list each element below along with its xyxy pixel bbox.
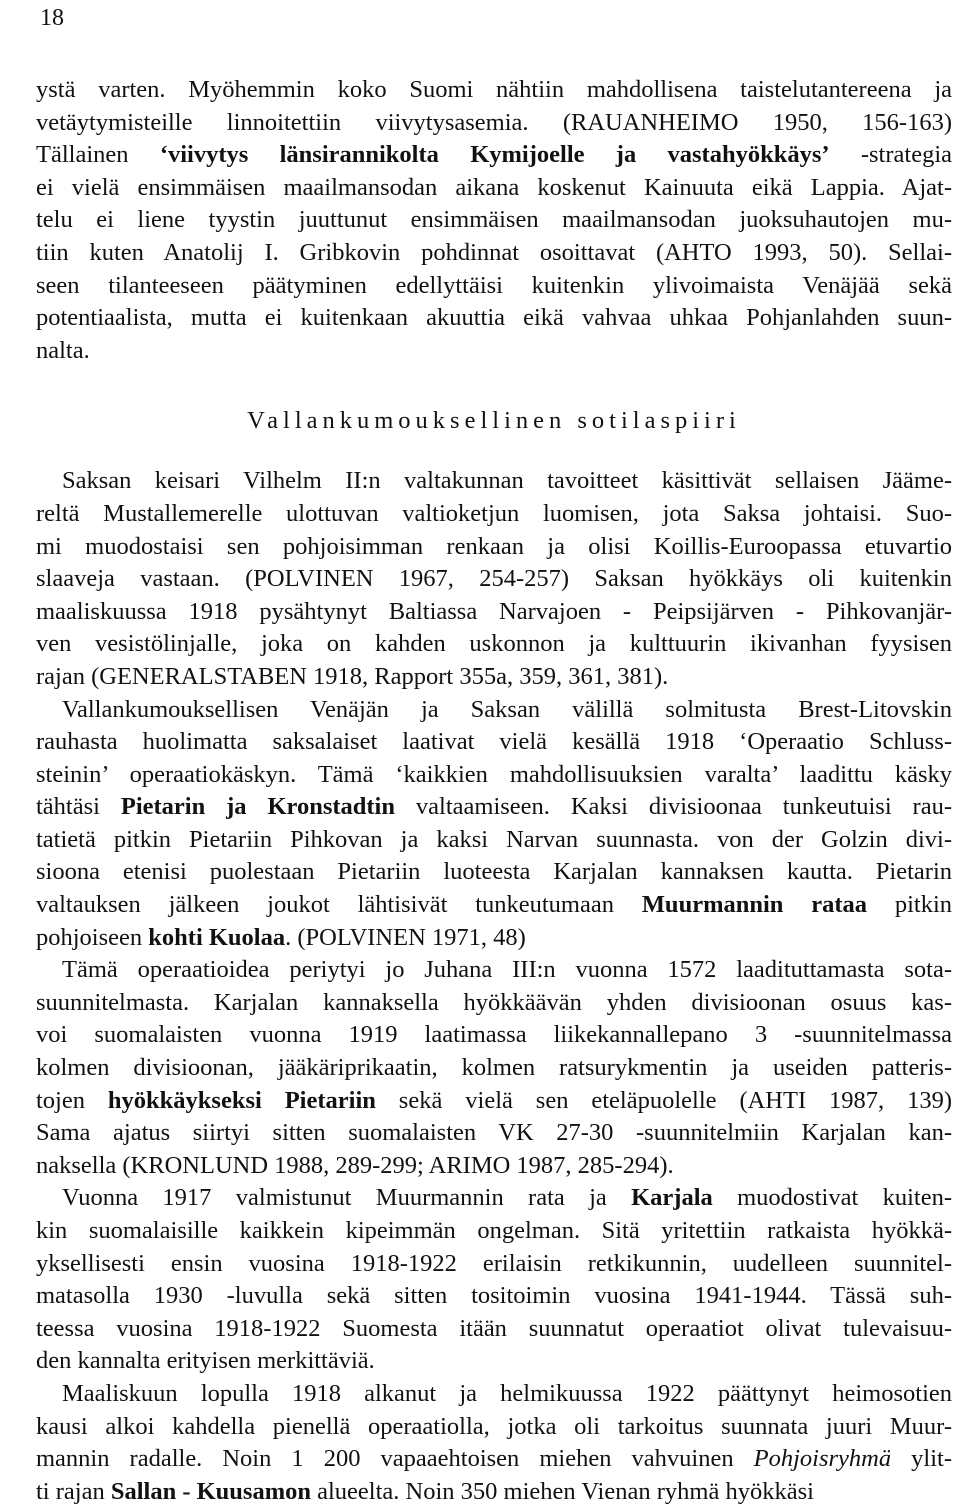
text-line xyxy=(36,856,952,889)
text-line xyxy=(36,791,952,824)
text-run: telu ei liene tyystin juuttunut ensimmäisen maailmansodan juoksuhautojen mu- xyxy=(36,206,952,234)
text-run: reltä Mustallemerelle ulottuvan valtioketjun luomisen, jota Saksa johtaisi. Suo- xyxy=(36,499,952,527)
text-line xyxy=(36,694,952,727)
text-run: kin suomalaisille kaikkein kipeimmän ongelman. Sitä yritettiin ratkaista hyökkä- xyxy=(36,1217,952,1244)
text-run: matasolla 1930 -luvulla sekä sitten tositoimin vuosina 1941-1944. Tässä suh- xyxy=(36,1282,952,1310)
text-line xyxy=(36,237,952,270)
paragraph xyxy=(36,1182,952,1378)
text-line xyxy=(36,172,952,205)
bold-text: Pietarin ja Kronstadtin xyxy=(120,793,395,821)
paragraph xyxy=(36,465,952,693)
text-run: ylit- xyxy=(891,1445,952,1473)
text-run: tatietä pitkin Pietariin Pihkovan ja kaksi Narvan suunnasta. von der Golzin divi- xyxy=(36,825,952,853)
text-run: muodostivat kuiten- xyxy=(712,1184,952,1212)
text-line xyxy=(36,1378,952,1411)
text-line xyxy=(36,922,952,955)
text-run: alueelta. Noin 350 miehen Vienan ryhmä hyökkäsi xyxy=(310,1477,814,1505)
text-run: rajan (GENERALSTABEN 1918, Rapport 355a, 359, 361, 381). xyxy=(36,662,669,690)
text-run: sioona etenisi puolestaan Pietariin luoteesta Karjalan kannaksen kautta. Pietarin xyxy=(36,858,952,886)
bold-text: Sallan - Kuusamon xyxy=(110,1477,311,1505)
italic-text: Pohjoisryhmä xyxy=(753,1445,892,1473)
text-line xyxy=(36,759,952,792)
paragraph xyxy=(36,74,952,367)
text-line xyxy=(36,596,952,629)
text-line xyxy=(36,563,952,596)
text-line xyxy=(36,1411,952,1444)
text-run: seen tilanteeseen päätyminen edellyttäisi kuitenkin ylivoimaista Venäjää sekä xyxy=(36,271,952,299)
text-line xyxy=(36,1085,952,1118)
text-line xyxy=(36,302,952,335)
text-run: Vuonna 1917 valmistunut Muurmannin rata ja xyxy=(62,1184,632,1212)
text-run: ven vesistölinjalle, joka on kahden uskonnon ja kulttuurin ikivanhan fyysisen xyxy=(36,630,952,658)
text-run: ti rajan xyxy=(36,1477,111,1505)
text-run: tiin kuten Anatolij I. Gribkovin pohdinnat osoittavat (AHTO 1993, 50). Sellai- xyxy=(36,238,952,266)
text-line xyxy=(36,107,952,140)
text-line xyxy=(36,628,952,661)
text-run: sekä vielä sen eteläpuolelle (AHTI 1987, 139) xyxy=(375,1086,952,1114)
text-line xyxy=(36,1248,952,1281)
text-line xyxy=(36,465,952,498)
text-line xyxy=(36,531,952,564)
text-run: valtauksen jälkeen joukot lähtisivät tunkeutumaan xyxy=(36,891,642,919)
text-run: Tällainen xyxy=(36,141,160,169)
text-line xyxy=(36,270,952,303)
text-line xyxy=(36,1182,952,1215)
text-run: valtaamiseen. Kaksi divisioonaa tunkeutuisi rau- xyxy=(395,793,952,821)
bold-text: Karjala xyxy=(631,1184,713,1212)
text-run: yksellisesti ensin vuosina 1918-1922 erilaisin retkikunnin, uudelleen suunnitel- xyxy=(36,1249,952,1277)
text-run: nalta. xyxy=(36,336,90,364)
text-line xyxy=(36,1215,952,1248)
text-line xyxy=(36,889,952,922)
text-line xyxy=(36,335,952,368)
text-run: voi suomalaisten vuonna 1919 laatimassa liikekannallepano 3 -suunnitelmassa xyxy=(36,1021,952,1049)
text-run: maaliskuussa 1918 pysähtynyt Baltiassa Narvajoen - Peipsijärven - Pihkovanjär- xyxy=(36,597,952,625)
page-number: 18 xyxy=(40,5,64,31)
text-line xyxy=(36,661,952,694)
bold-text: kohti Kuolaa xyxy=(148,923,286,951)
text-line xyxy=(36,1019,952,1052)
bold-text: hyökkäykseksi Pietariin xyxy=(107,1086,376,1114)
text-run: suunnitelmasta. Karjalan kannaksella hyökkäävän yhden divisioonan osuus kas- xyxy=(36,988,952,1016)
text-run: . (POLVINEN 1971, 48) xyxy=(285,923,526,951)
text-run: Maaliskuun lopulla 1918 alkanut ja helmikuussa 1922 päättynyt heimosotien xyxy=(62,1379,952,1407)
text-line xyxy=(36,987,952,1020)
text-run: slaaveja vastaan. (POLVINEN 1967, 254-257) Saksan hyökkäys oli kuitenkin xyxy=(36,565,952,593)
text-line xyxy=(36,1476,952,1508)
text-run: mi muodostaisi sen pohjoisimman renkaan ja olisi Koillis-Euroopassa etuvartio xyxy=(36,532,952,560)
text-run: steinin’ operaatiokäskyn. Tämä ‘kaikkien mahdollisuuksien varalta’ laadittu käsky xyxy=(36,760,952,788)
text-line xyxy=(36,1345,952,1378)
text-run: teessa vuosina 1918-1922 Suomesta itään suunnatut operaatiot olivat tulevaisuu- xyxy=(36,1314,952,1342)
text-run: rauhasta huolimatta saksalaiset laativat vielä kesällä 1918 ‘Operaatio Schluss- xyxy=(36,728,952,756)
text-line xyxy=(36,1150,952,1183)
text-run: den kannalta erityisen merkittäviä. xyxy=(36,1347,375,1375)
text-line xyxy=(36,1280,952,1313)
text-run: tojen xyxy=(36,1086,108,1114)
text-line xyxy=(36,498,952,531)
text-line xyxy=(36,726,952,759)
bold-text: Muurmannin rataa xyxy=(641,891,868,919)
text-line xyxy=(36,139,952,172)
text-line xyxy=(36,954,952,987)
text-run: -strategia xyxy=(829,141,952,169)
paragraph xyxy=(36,694,952,955)
text-line xyxy=(36,824,952,857)
text-run: pitkin xyxy=(867,891,953,919)
text-line xyxy=(36,204,952,237)
body-text xyxy=(36,74,952,1508)
text-run: Vallankumouksellisen Venäjän ja Saksan välillä solmitusta Brest-Litovskin xyxy=(62,695,952,723)
text-run: tähtäsi xyxy=(36,793,121,821)
bold-text: ‘viivytys länsirannikolta Kymijoelle ja vastahyökkäys’ xyxy=(159,141,830,169)
paragraph xyxy=(36,954,952,1182)
text-run: pohjoiseen xyxy=(36,923,149,951)
text-run: mannin radalle. Noin 1 200 vapaaehtoisen miehen vahvuinen xyxy=(36,1445,754,1473)
text-run: potentiaalista, mutta ei kuitenkaan akuuttia eikä vahvaa uhkaa Pohjanlahden suun- xyxy=(36,304,952,332)
text-run: naksella (KRONLUND 1988, 289-299; ARIMO 1987, 285-294). xyxy=(36,1151,674,1179)
text-line xyxy=(36,1052,952,1085)
text-run: kausi alkoi kahdella pienellä operaatiolla, jotka oli tarkoitus suunnata juuri Muur- xyxy=(36,1412,952,1440)
text-run: kolmen divisioonan, jääkäriprikaatin, kolmen ratsurykmentin ja useiden patteris- xyxy=(36,1054,952,1082)
text-run: ystä varten. Myöhemmin koko Suomi nähtiin mahdollisena taistelutantereena ja xyxy=(36,76,952,103)
section-heading: Vallankumouksellinen sotilaspiiri xyxy=(247,407,741,435)
text-run: ei vielä ensimmäisen maailmansodan aikana koskenut Kainuuta eikä Lappia. Ajat- xyxy=(36,173,952,201)
text-line xyxy=(36,74,952,107)
text-run: Saksan keisari Vilhelm II:n valtakunnan tavoitteet käsittivät sellaisen Jääme- xyxy=(62,467,952,495)
text-run: Tämä operaatioidea periytyi jo Juhana III:n vuonna 1572 laadituttamasta sota- xyxy=(62,956,952,984)
text-run: vetäytymisteille linnoitettiin viivytysasemia. (RAUANHEIMO 1950, 156-163) xyxy=(36,108,952,136)
text-line xyxy=(36,1313,952,1346)
paragraph xyxy=(36,1378,952,1508)
text-run: Sama ajatus siirtyi sitten suomalaisten VK 27-30 -suunnitelmiin Karjalan kan- xyxy=(36,1119,952,1147)
text-line xyxy=(36,1117,952,1150)
text-line xyxy=(36,1443,952,1476)
